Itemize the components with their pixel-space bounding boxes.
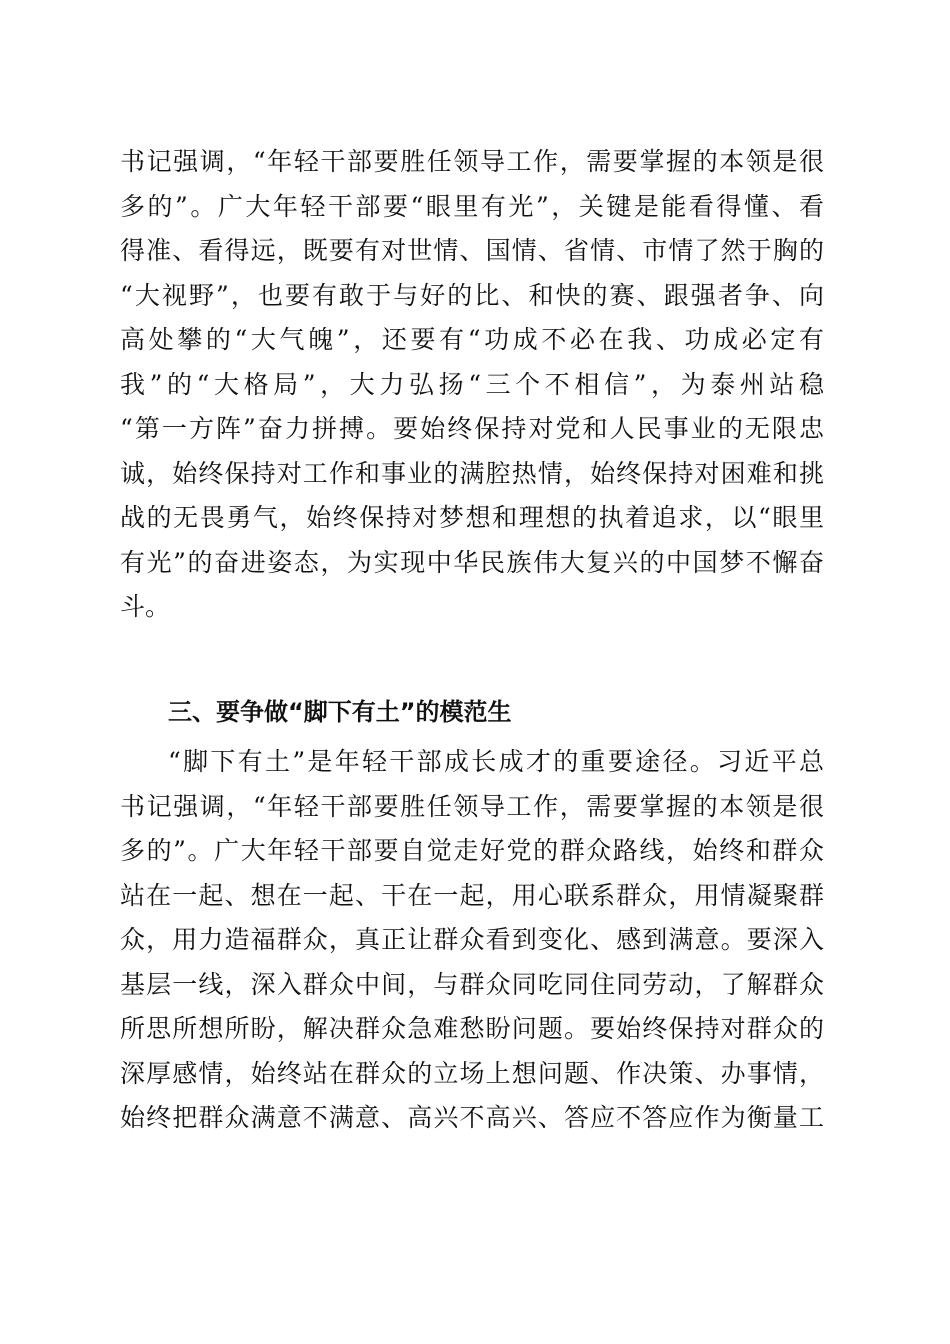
paragraph-line: 多的”。广大年轻干部要自觉走好党的群众路线，始终和群众 [120,836,824,865]
paragraph-line: 基层一线，深入群众中间，与群众同吃同住同劳动，了解群众 [120,969,824,999]
paragraph-line: 书记强调，“年轻干部要胜任领导工作，需要掌握的本领是很 [120,791,824,821]
paragraph-line: “脚下有土”是年轻干部成长成才的重要途径。习近平总 [168,747,824,776]
paragraph-line: 高处攀的“大气魄”，还要有“功成不必在我、功成必定有 [120,325,824,354]
paragraph-line: “大视野”，也要有敢于与好的比、和快的赛、跟强者争、向 [120,280,824,310]
paragraph-line: 有光”的奋进姿态，为实现中华民族伟大复兴的中国梦不懈奋 [120,547,824,577]
paragraph-line: 始终把群众满意不满意、高兴不高兴、答应不答应作为衡量工 [120,1103,824,1132]
paragraph-line: 书记强调，“年轻干部要胜任领导工作，需要掌握的本领是很 [120,147,824,176]
paragraph-line: 深厚感情，始终站在群众的立场上想问题、作决策、办事情， [120,1058,824,1088]
paragraph-line: 得准、看得远，既要有对世情、国情、省情、市情了然于胸的 [120,236,824,265]
paragraph-line: 我”的“大格局”，大力弘扬“三个不相信”，为泰州站稳 [120,369,824,399]
paragraph-line: 多的”。广大年轻干部要“眼里有光”，关键是能看得懂、看 [120,191,824,221]
paragraph-line: 站在一起、想在一起、干在一起，用心联系群众，用情凝聚群 [120,880,824,910]
section-three-heading: 三、要争做“脚下有土”的模范生 [168,698,512,726]
section-three-paragraph [120,740,824,1141]
paragraph-line: 诚，始终保持对工作和事业的满腔热情，始终保持对困难和挑 [120,458,824,488]
paragraph-line: 斗。 [120,592,171,621]
paragraph-line: 众，用力造福群众，真正让群众看到变化、感到满意。要深入 [120,925,824,954]
paragraph-line: 战的无畏勇气，始终保持对梦想和理想的执着追求，以“眼里 [120,503,824,532]
section-two-paragraph-tail [120,140,824,630]
paragraph-line: 所思所想所盼，解决群众急难愁盼问题。要始终保持对群众的 [120,1014,824,1043]
paragraph-line: “第一方阵”奋力拼搏。要始终保持对党和人民事业的无限忠 [120,414,824,443]
